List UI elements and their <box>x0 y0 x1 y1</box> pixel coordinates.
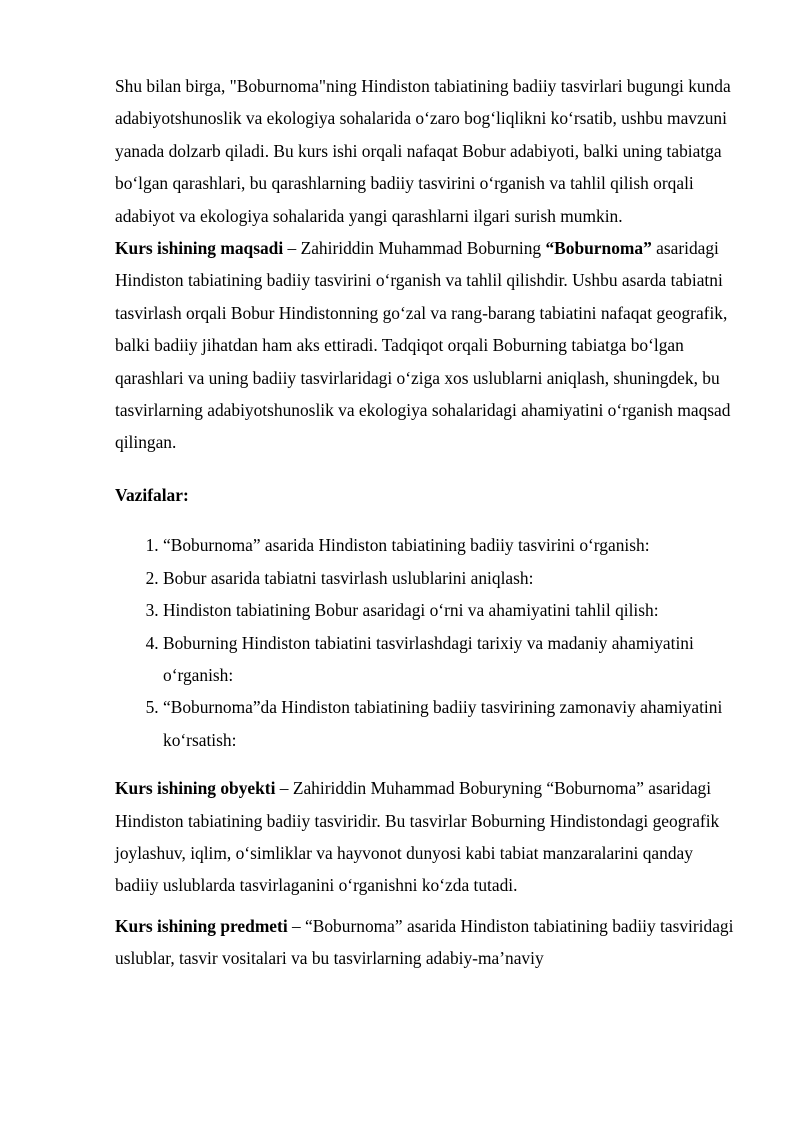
maqsad-text-after: asaridagi Hindiston tabiatining badiiy tasvirini o‘rganish va tahlil qilishdir. Ushbu asarda tabiatni tasvirlash orqali Bobur Hindistonning go‘zal va rang-barang tabiatini nafaqat geografik, balki badiiy jihatdan ham aks ettiradi. Tadqiqot orqali Boburning tabiatga bo‘lgan qarashlari va uning badiiy tasvirlaridagi o‘ziga xos uslublarni aniqlash, shuningdek, bu tasvirlarning adabiyotshunoslik va ekologiya sohalaridagi ahamiyatini o‘rganish maqsad qilingan. <box>115 238 731 453</box>
vazifalar-heading: Vazifalar: <box>115 484 189 505</box>
predmet-label: Kurs ishining predmeti <box>115 915 288 936</box>
maqsad-paragraph <box>115 232 740 459</box>
list-item: 1. “Boburnoma” asarida Hindiston tabiatining badiiy tasvirini o‘rganish: <box>163 529 740 561</box>
list-item: 4. Boburning Hindiston tabiatini tasvirlashdagi tarixiy va madaniy ahamiyatini o‘rganish: <box>163 627 740 692</box>
maqsad-text-before: – Zahiriddin Muhammad Boburning <box>283 238 546 259</box>
document-page <box>115 70 740 975</box>
list-item: 3. Hindiston tabiatining Bobur asaridagi o‘rni va ahamiyatini tahlil qilish: <box>163 594 740 626</box>
maqsad-label: Kurs ishining maqsadi <box>115 238 284 259</box>
list-item: 5. “Boburnoma”da Hindiston tabiatining badiiy tasvirining zamonaviy ahamiyatini ko‘rsatish: <box>163 691 740 756</box>
predmet-paragraph <box>115 910 740 975</box>
maqsad-title: “Boburnoma” <box>545 238 652 259</box>
intro-paragraph: Shu bilan birga, "Boburnoma"ning Hindiston tabiatining badiiy tasvirlari bugungi kunda adabiyotshunoslik va ekologiya sohalarida o‘zaro bog‘liqlikni ko‘rsatib, ushbu mavzuni yanada dolzarb qiladi. Bu kurs ishi orqali nafaqat Bobur adabiyoti, balki uning tabiatga bo‘lgan qarashlari, bu qarashlarning badiiy tasvirini o‘rganish va tahlil qilish orqali adabiyot va ekologiya sohalarida yangi qarashlarni ilgari surish mumkin. <box>115 76 731 226</box>
predmet-text: – “Boburnoma” asarida Hindiston tabiatining badiiy tasviridagi uslublar, tasvir vositalari va bu tasvirlarning adabiy-ma’naviy <box>115 915 734 969</box>
vazifalar-list <box>115 529 740 756</box>
list-item: 2. Bobur asarida tabiatni tasvirlash uslublarini aniqlash: <box>163 562 740 594</box>
obyekt-paragraph <box>115 772 740 902</box>
obyekt-label: Kurs ishining obyekti <box>115 778 276 799</box>
obyekt-text: – Zahiriddin Muhammad Boburyning “Boburnoma” asaridagi Hindiston tabiatining badiiy tasviridir. Bu tasvirlar Boburning Hindistondagi geografik joylashuv, iqlim, o‘simliklar va hayvonot dunyosi kabi tabiat manzaralarini qanday badiiy uslublarda tasvirlaganini o‘rganishni ko‘zda tutadi. <box>115 778 720 896</box>
